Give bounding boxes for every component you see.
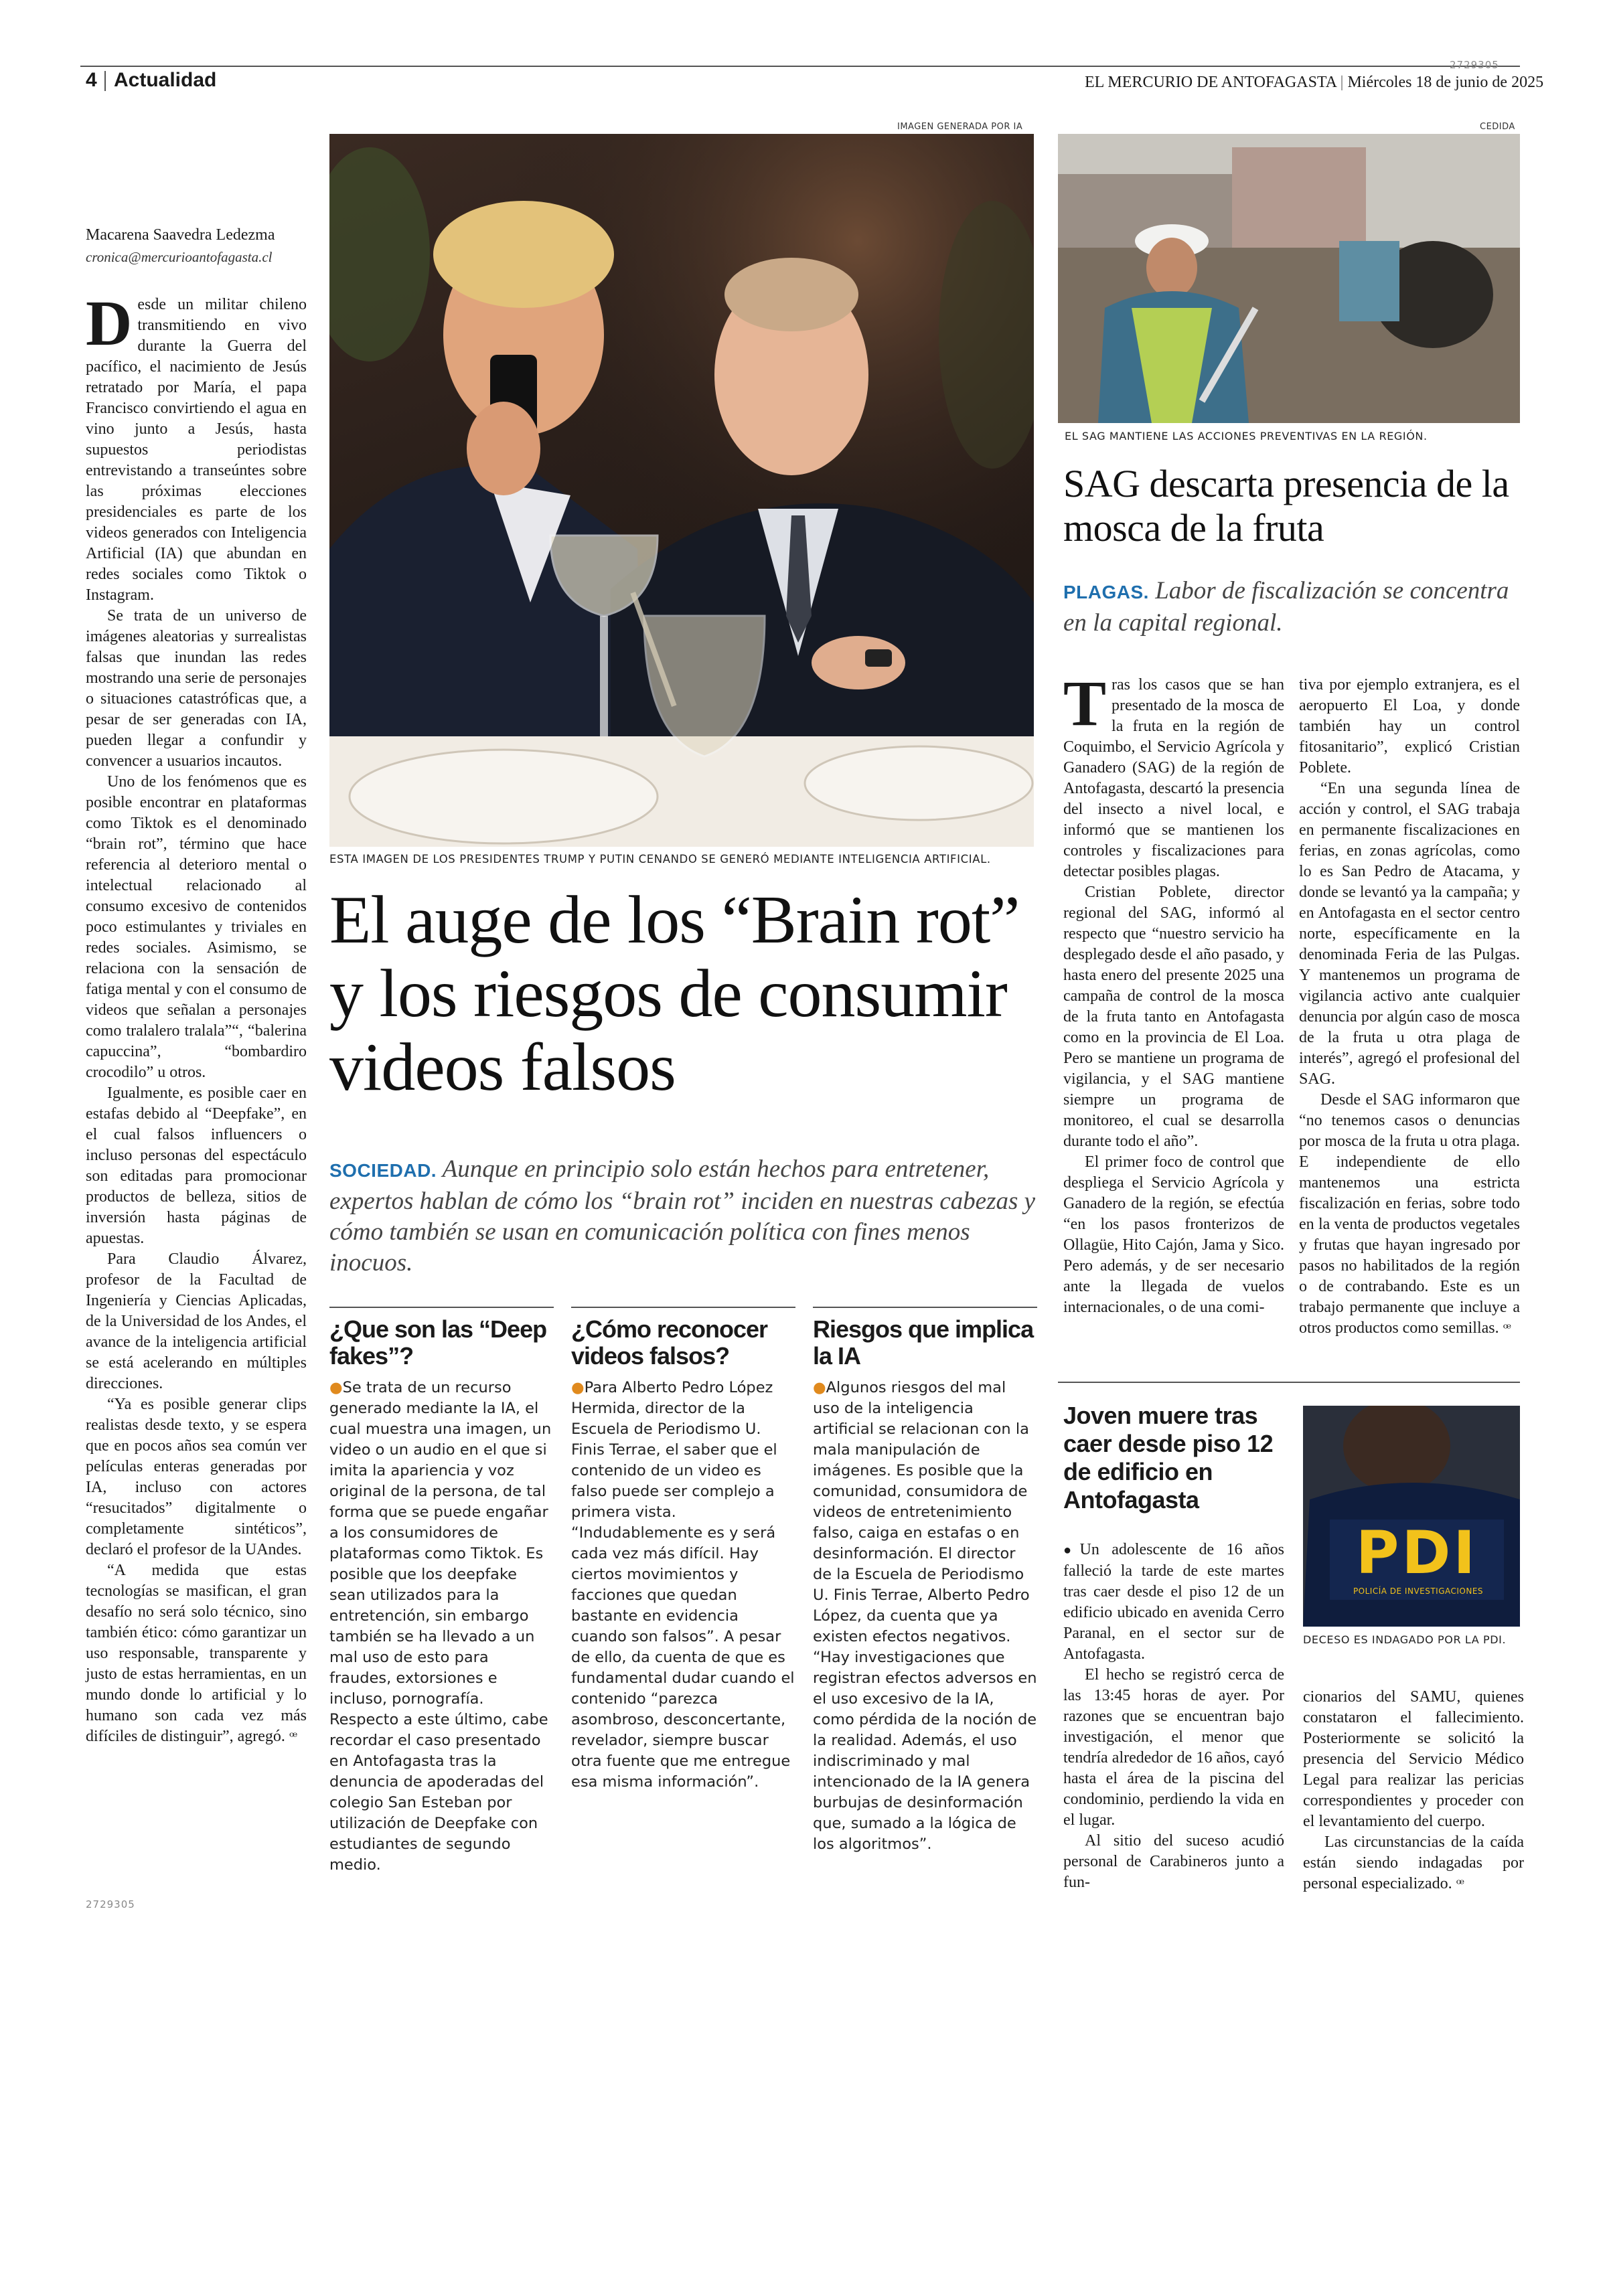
- joven-body-col2: [1303, 1687, 1524, 1895]
- end-mark: ꟹ: [1503, 1321, 1512, 1336]
- sidebar-box-1: [329, 1307, 554, 1876]
- joven-top-rule: [1058, 1382, 1520, 1383]
- sidebar-box-3: [813, 1307, 1037, 1855]
- joven-body-col1: [1063, 1540, 1284, 1893]
- bullet-icon: ●: [813, 1379, 826, 1396]
- end-mark: ꟹ: [1456, 1877, 1465, 1892]
- header-masthead: EL MERCURIO DE ANTOFAGASTA | Miércoles 18 de junio de 2025: [1085, 74, 1544, 91]
- header-section: Actualidad: [114, 69, 217, 91]
- main-dropcap: D: [86, 287, 133, 359]
- header-divider: [104, 71, 106, 91]
- main-paragraph-7: “A medida que estas tecnologías se masifican, el gran desafío no será solo técnico, sino también ético: cómo garantizar un uso responsable, transparente y justo de estas herramientas, en un mundo donde lo artificial y lo humano son cada vez más difíciles de distinguir”, agregó. ꟹ: [86, 1562, 307, 1745]
- main-paragraph-4: Igualmente, es posible caer en estafas debido al “Deepfake”, en el cual falsos influencers o incluso personas del espectáculo son editadas para promocionar productos de belleza, sitios de inversión hasta páginas de apuestas.: [86, 1084, 307, 1247]
- header-newspaper: EL MERCURIO DE ANTOFAGASTA: [1085, 74, 1336, 91]
- sag-dropcap: T: [1063, 667, 1107, 739]
- sag-paragraph-5: “En una segunda línea de acción y control, el SAG trabaja en permanente fiscalizaciones en ferias, en zonas agrícolas, como lo es San Pedro de Atacama, y donde se levantó ya la campaña; y en Antofagasta en el sector centro norte, específicamente en la denominada Feria de las Pulgas. Y mantenemos un programa de vigilancia activo ante cualquier denuncia por algún caso de mosca de la fruta u otra plaga de interés”, agregó el profesional del SAG.: [1299, 780, 1520, 1088]
- sag-deck: [1063, 576, 1525, 639]
- sag-paragraph-4: tiva por ejemplo extranjera, es el aeropuerto El Loa, y donde también hay un control fitosanitario”, explicó Cristian Poblete.: [1299, 676, 1520, 776]
- sag-paragraph-3: El primer foco de control que despliega el Servicio Agrícola y Ganadero de la región, se efectúa “en los pasos fronterizos de Ollagüe, Hito Cajón, Jama y Sico. Pero además, y de ser necesario ante la llegada de vuelos internacionales, o de una comi-: [1063, 1153, 1284, 1316]
- sag-field-illustration: [1058, 134, 1520, 423]
- main-paragraph-1: Desde un militar chileno transmitiendo en vivo durante la Guerra del pacífico, el nacimiento de Jesús retratado por María, el papa Francisco convirtiendo el agua en vino junto a Jesús, hasta supuestos periodistas entrevistando a transeúntes sobre las próximas elecciones presidenciales es parte de los videos generados con Inteligencia Artificial (IA) que abundan en redes sociales como Tiktok o Instagram.: [86, 287, 307, 604]
- main-paragraph-3: Uno de los fenómenos que es posible encontrar en plataformas como Tiktok es el denominado “brain rot”, término que hace referencia al deterioro mental o intelectual relacionado al consumo excesivo de contenidos poco estimulantes y triviales en redes sociales. Asimismo, se relaciona con la sensación de fatiga mental y con el consumo de videos que señalan a personajes como tralalero tralala”“, “balerina capuccina”, “bombardiro crocodilo” u otros.: [86, 773, 307, 1081]
- pdi-badge-sub: POLICÍA DE INVESTIGACIONES: [1353, 1586, 1484, 1596]
- sag-photo-credit: CEDIDA: [1480, 122, 1515, 132]
- sag-photo-caption: EL SAG MANTIENE LAS ACCIONES PREVENTIVAS EN LA REGIÓN.: [1065, 430, 1428, 442]
- sag-deck-text: Labor de fiscalización se concentra en la capital regional.: [1063, 577, 1509, 637]
- main-deck: [329, 1154, 1039, 1279]
- main-section-tag: SOCIEDAD.: [329, 1160, 437, 1181]
- sidebar-1-title: ¿Que son las “Deep fakes”?: [329, 1315, 547, 1370]
- bullet-icon: ●: [329, 1379, 343, 1396]
- main-paragraph-2: Se trata de un universo de imágenes aleatorias y surrealistas falsas que inundan las redes mostrando una serie de personajes o situaciones catastróficas que, a pesar de ser generadas con IA, pueden llegar a confundir y convencer a usuarios incautos.: [86, 607, 307, 770]
- header-code: 2729305: [1450, 59, 1499, 71]
- header-page-number: 4: [86, 69, 97, 91]
- joven-paragraph-4: cionarios del SAMU, quienes constataron el fallecimiento. Posteriormente se solicitó la presencia del Servicio Médico Legal para realizar las pericias correspondientes y proceder con el levantamiento del cuerpo.: [1303, 1688, 1524, 1830]
- main-paragraph-5: Para Claudio Álvarez, profesor de la Facultad de Ingeniería y Ciencias Aplicadas, de la Universidad de los Andes, el avance de la inteligencia artificial se está acelerando en múltiples direcciones.: [86, 1250, 307, 1392]
- sidebar-box-2: [571, 1307, 795, 1793]
- sidebar-1-rule: [329, 1307, 554, 1308]
- sidebar-2-text: ●Para Alberto Pedro López Hermida, director de la Escuela de Periodismo U. Finis Terrae, el saber que el contenido de un video es falso puede ser complejo a primera vista. “Indudablemente es y será cada vez más difícil. Hay ciertos movimientos y facciones que quedan bastante en evidencia cuando son falsos”. A pesar de ello, da cuenta de que es fundamental dudar cuando el contenido “parezca asombroso, desconcertante, revelador, siempre buscar otra fuente que me entregue esa misma información”.: [571, 1379, 795, 1791]
- bullet-icon: ●: [1063, 1543, 1080, 1558]
- header-top-rule: [80, 66, 1520, 67]
- joven-paragraph-2: El hecho se registró cerca de las 13:45 horas de ayer. Por razones que se encuentran bajo investigación, el menor que tendría alrededor de 16 años, cayó hasta el área de la piscina del condominio, perdiendo la vida en el lugar.: [1063, 1666, 1284, 1829]
- sidebar-1-text: ●Se trata de un recurso generado mediante la IA, el cual muestra una imagen, un video o un audio en el que si imita la apariencia y voz original de la persona, de tal forma que se puede engañar a los consumidores de plataformas como Tiktok. Es posible que los deepfake sean utilizados para la entretención, sin embargo también se ha llevado a un mal uso de esto para fraudes, extorsiones e incluso, pornografía. Respecto a este último, cabe recordar el caso presentado en Antofagasta tras la denuncia de apoderadas del colegio San Esteban por utilización de Deepfake con estudiantes de segundo medio.: [329, 1379, 552, 1874]
- sidebar-3-text: ●Algunos riesgos del mal uso de la inteligencia artificial se relacionan con la mala manipulación de imágenes. Es posible que la comunidad, consumidora de videos de entretenimiento falso, caiga en estafas o en desinformación. El director de la Escuela de Periodismo U. Finis Terrae, Alberto Pedro López, da cuenta que ya existen efectos negativos. “Hay investigaciones que registran efectos adversos en el uso excesivo de la IA, como pérdida de la noción de la realidad. Además, el uso indiscriminado y mal intencionado de la IA genera burbujas de desinformación que, sumado a la lógica de los algoritmos”.: [813, 1379, 1037, 1853]
- pdi-badge: PDI: [1355, 1518, 1478, 1587]
- sag-paragraph-2: Cristian Poblete, director regional del SAG, informó al respecto que “nuestro servicio ha desplegado desde el año pasado, y hasta enero del presente 2025 una campaña de control de la mosca de la fruta tanto en Antofagasta como en la provincia de El Loa. Pero se mantiene un programa de vigilancia, y el SAG mantiene siempre un programa de monitoreo, el cual se desarrolla durante todo el año”.: [1063, 884, 1284, 1150]
- sag-photo: [1058, 134, 1520, 423]
- main-paragraph-6: “Ya es posible generar clips realistas desde texto, y se espera que en pocos años sea común ver películas enteras generadas por IA, incluso con actores “resucitados” digitalmente o completamente sintéticos”, declaró el profesor de la UAndes.: [86, 1396, 307, 1558]
- sag-section-tag: PLAGAS.: [1063, 582, 1149, 602]
- joven-photo-caption: DECESO ES INDAGADO POR LA PDI.: [1303, 1633, 1507, 1646]
- sag-paragraph-6: Desde el SAG informaron que “no tenemos casos o denuncias por mosca de la fruta u otra plaga. E independiente de ello mantenemos una estricta fiscalización en ferias, sobre todo en la venta de productos vegetales y frutas que hayan ingresado por pasos no habilitados de la región o de contrabando. Este es un trabajo permanente que incluye a otros productos como semillas. ꟹ: [1299, 1091, 1520, 1337]
- author-email: cronica@mercurioantofagasta.cl: [86, 249, 273, 265]
- main-photo-credit: IMAGEN GENERADA POR IA: [897, 122, 1023, 132]
- author-byline: Macarena Saavedra Ledezma: [86, 226, 275, 244]
- sidebar-2-title: ¿Cómo reconocer videos falsos?: [571, 1315, 768, 1370]
- sag-body-col2: [1299, 675, 1520, 1339]
- end-mark: ꟹ: [289, 1730, 298, 1744]
- main-photo-caption: ESTA IMAGEN DE LOS PRESIDENTES TRUMP Y PUTIN CENANDO SE GENERÓ MEDIANTE INTELIGENCIA ARTIFICIAL.: [329, 853, 991, 866]
- sidebar-3-rule: [813, 1307, 1037, 1308]
- sidebar-3-title: Riesgos que implica la IA: [813, 1315, 1034, 1370]
- sidebar-2-rule: [571, 1307, 795, 1308]
- sag-paragraph-1: Tras los casos que se han presentado de la mosca de la fruta en la región de Coquimbo, el Servicio Agrícola y Ganadero (SAG) de la región de Antofagasta, descartó la presencia del insecto a nivel local, e informó que se mantienen los controles y fiscalizaciones para detectar posibles plagas.: [1063, 667, 1284, 880]
- main-photo: [329, 134, 1034, 847]
- main-headline: El auge de los “Brain rot” y los riesgos de consumir videos falsos: [329, 882, 1020, 1105]
- joven-paragraph-5: Las circunstancias de la caída están siendo indagadas por personal especializado. ꟹ: [1303, 1833, 1524, 1892]
- main-article-body: [86, 287, 307, 1748]
- sag-headline: SAG descarta presencia de la mosca de la fruta: [1063, 462, 1509, 550]
- joven-photo: [1303, 1406, 1520, 1627]
- bullet-icon: ●: [571, 1379, 585, 1396]
- joven-paragraph-1: ●Un adolescente de 16 años falleció la tarde de este martes tras caer desde el piso 12 de un edificio ubicado en avenida Cerro Paranal, en el sector sur de Antofagasta.: [1063, 1541, 1284, 1663]
- header-date: Miércoles 18 de junio de 2025: [1347, 74, 1544, 91]
- dinner-scene-illustration: [329, 134, 1034, 847]
- footer-code: 2729305: [86, 1898, 135, 1910]
- main-deck-text: Aunque en principio solo están hechos para entretener, expertos hablan de cómo los “brain rot” inciden en nuestras cabezas y cómo también se usan en comunicación política con fines menos inocuos.: [329, 1155, 1036, 1277]
- joven-paragraph-3: Al sitio del suceso acudió personal de Carabineros junto a fun-: [1063, 1832, 1284, 1891]
- joven-headline: Joven muere tras caer desde piso 12 de edificio en Antofagasta: [1063, 1402, 1274, 1513]
- sag-body-col1: [1063, 667, 1284, 1318]
